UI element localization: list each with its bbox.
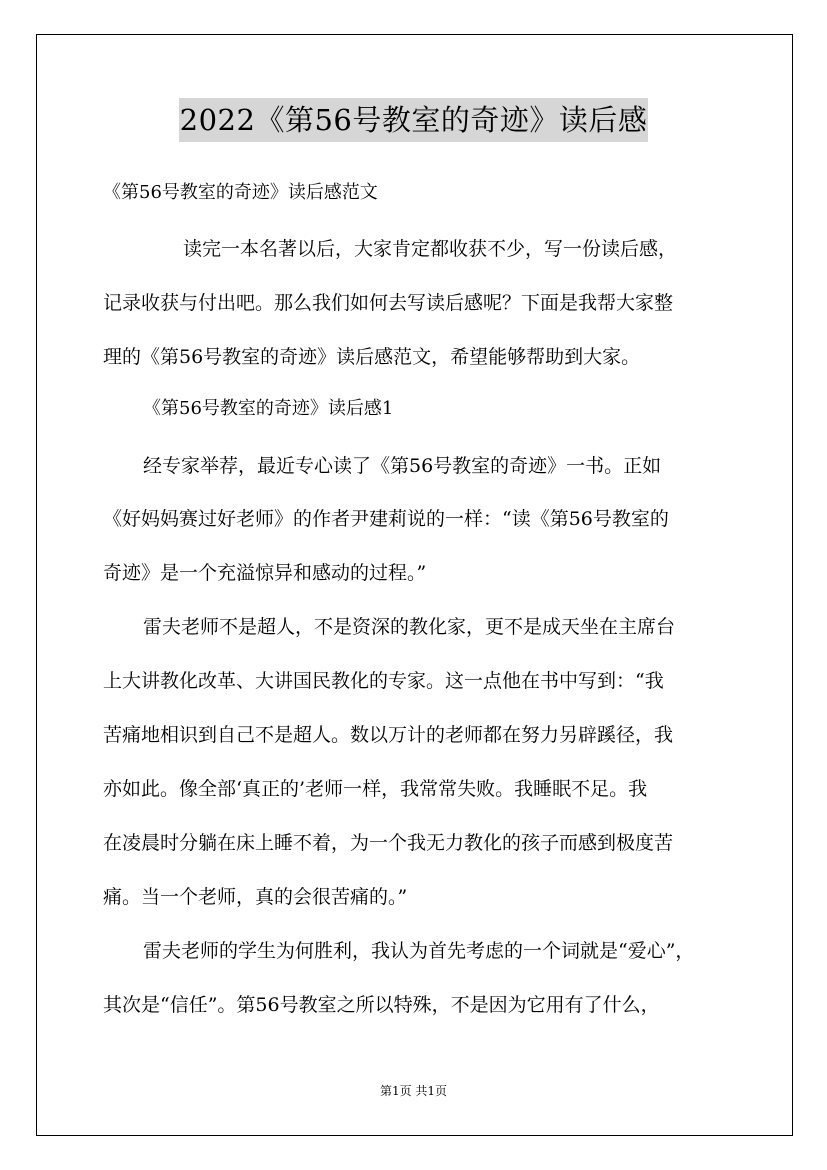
paragraph-line: 经专家举荐，最近专心读了《第56号教室的奇迹》一书。正如 — [143, 455, 662, 477]
paragraph-line: 《好妈妈赛过好老师》的作者尹建莉说的一样：“读《第56号教室的 — [103, 508, 669, 530]
paragraph-line: 在凌晨时分躺在床上睡不着，为一个我无力教化的孩子而感到极度苦 — [103, 832, 674, 854]
title-container — [0, 98, 827, 142]
paragraph-line: 其次是“信任”。第56号教室之所以特殊，不是因为它用有了什么， — [103, 994, 660, 1016]
document-subtitle: 《第56号教室的奇迹》读后感范文 — [103, 182, 378, 203]
paragraph-line: 苦痛地相识到自己不是超人。数以万计的老师都在努力另辟蹊径，我 — [103, 724, 674, 746]
section-heading: 《第56号教室的奇迹》读后感1 — [143, 398, 394, 419]
paragraph-line: 痛。当一个老师，真的会很苦痛的。” — [103, 886, 408, 908]
paragraph-line: 雷夫老师的学生为何胜利，我认为首先考虑的一个词就是“爱心”， — [143, 940, 695, 962]
paragraph-line: 理的《第56号教室的奇迹》读后感范文，希望能够帮助到大家。 — [103, 346, 641, 368]
document-title: 2022《第56号教室的奇迹》读后感 — [179, 98, 649, 142]
paragraph-line: 雷夫老师不是超人，不是资深的教化家，更不是成天坐在主席台 — [143, 616, 676, 638]
paragraph-line: 奇迹》是一个充溢惊异和感动的过程。” — [103, 562, 427, 584]
paragraph-line: 记录收获与付出吧。那么我们如何去写读后感呢？下面是我帮大家整 — [103, 292, 674, 314]
paragraph-line: 读完一本名著以后，大家肯定都收获不少，写一份读后感， — [183, 238, 678, 260]
paragraph-line: 上大讲教化改革、大讲国民教化的专家。这一点他在书中写到：“我 — [103, 670, 664, 692]
page-footer: 第1页 共1页 — [379, 1084, 448, 1098]
paragraph-line: 亦如此。像全部‘真正的’老师一样，我常常失败。我睡眠不足。我 — [103, 778, 648, 800]
